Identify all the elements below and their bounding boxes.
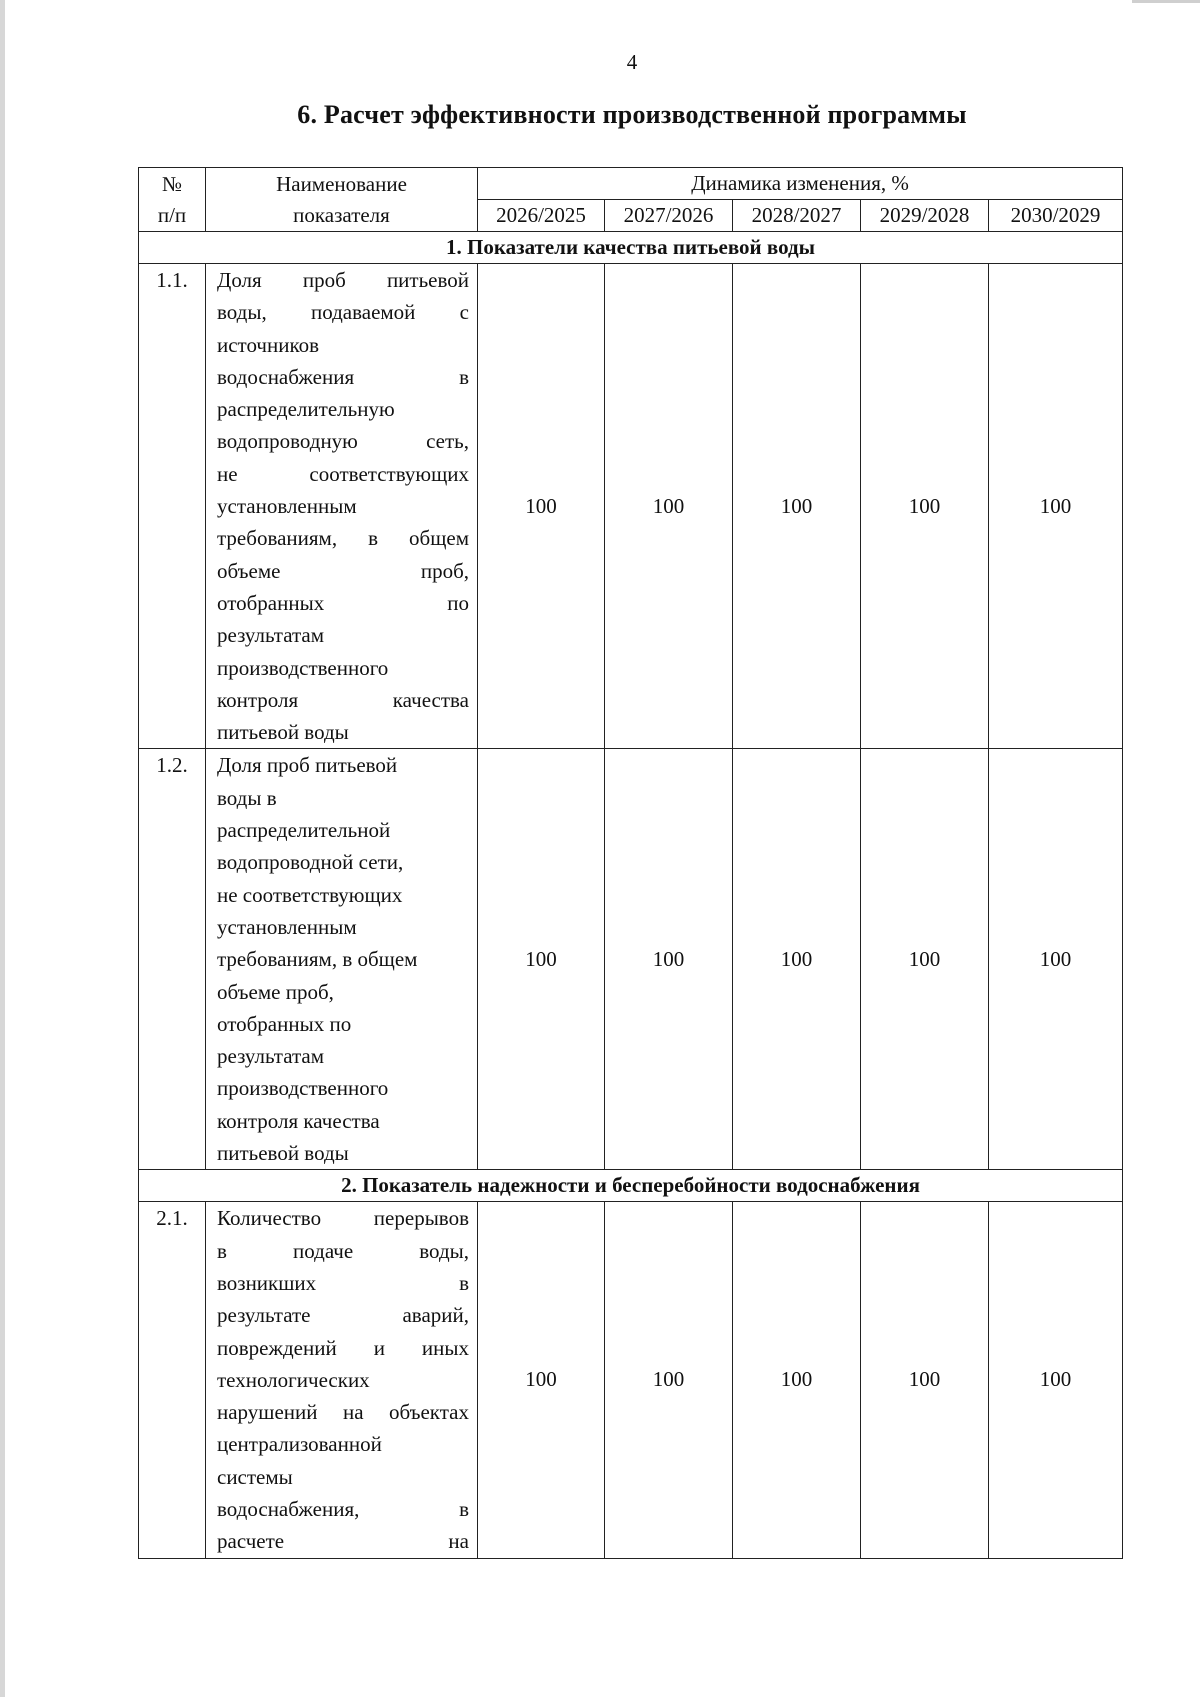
indicator-line: повреждений и иных xyxy=(217,1335,469,1360)
indicator-line: не соответствующих xyxy=(217,882,403,907)
value-cell: 100 xyxy=(478,749,605,1170)
scan-edge xyxy=(0,0,5,1697)
indicator-line: Доля проб питьевой xyxy=(217,268,469,292)
header-text: № xyxy=(161,171,183,196)
indicator-line: централизованной xyxy=(217,1432,382,1457)
indicator-name xyxy=(206,264,478,749)
indicator-line: производственного xyxy=(217,655,389,680)
header-text: показателя xyxy=(293,202,390,227)
row-number: 1.1. xyxy=(139,264,206,749)
value-cell: 100 xyxy=(478,1202,605,1558)
table-header-row xyxy=(139,168,1123,200)
value-cell: 100 xyxy=(861,264,989,749)
column-header-dynamics: Динамика изменения, % xyxy=(478,168,1123,200)
indicator-line: производственного xyxy=(217,1076,389,1101)
indicator-line: объеме проб, xyxy=(217,558,469,583)
page-number: 4 xyxy=(626,50,638,74)
indicator-line: водоснабжения в xyxy=(217,364,469,389)
indicator-line: результатам xyxy=(217,623,325,648)
indicator-line: установленным xyxy=(217,914,357,939)
column-header-year: 2027/2026 xyxy=(605,200,733,232)
indicator-line: водопроводную сеть, xyxy=(217,429,469,454)
value-cell: 100 xyxy=(733,264,861,749)
indicator-line: требованиям, в общем xyxy=(217,526,469,551)
indicator-line: результате аварий, xyxy=(217,1303,469,1328)
indicator-line: системы xyxy=(217,1464,293,1489)
indicator-line: результатам xyxy=(217,1044,325,1069)
header-text: Наименование xyxy=(276,171,407,196)
indicator-line: водоснабжения, в xyxy=(217,1496,469,1521)
indicator-line: контроля качества xyxy=(217,687,469,712)
indicator-line: питьевой воды xyxy=(217,720,349,745)
table-row xyxy=(139,264,1123,749)
column-header-year: 2029/2028 xyxy=(861,200,989,232)
value-cell: 100 xyxy=(478,264,605,749)
column-header-year: 2026/2025 xyxy=(478,200,605,232)
indicator-line: распределительной xyxy=(217,818,391,843)
indicator-name xyxy=(206,1202,478,1558)
indicator-line: установленным xyxy=(217,494,357,519)
indicator-line: не соответствующих xyxy=(217,461,469,486)
indicator-line: возникших в xyxy=(217,1270,469,1295)
indicator-line: объеме проб, xyxy=(217,979,334,1004)
column-header-year: 2030/2029 xyxy=(989,200,1123,232)
value-cell: 100 xyxy=(861,1202,989,1558)
value-cell: 100 xyxy=(989,1202,1123,1558)
value-cell: 100 xyxy=(861,749,989,1170)
value-cell: 100 xyxy=(605,1202,733,1558)
value-cell: 100 xyxy=(605,749,733,1170)
value-cell: 100 xyxy=(989,264,1123,749)
value-cell: 100 xyxy=(989,749,1123,1170)
header-text: п/п xyxy=(157,202,187,227)
section-row xyxy=(139,232,1123,264)
value-cell: 100 xyxy=(733,1202,861,1558)
indicator-line: водопроводной сети, xyxy=(217,850,404,875)
indicator-line: отобранных по xyxy=(217,1011,352,1036)
table-row xyxy=(139,1202,1123,1558)
indicator-line: расчете на xyxy=(217,1529,469,1554)
indicator-line: в подаче воды, xyxy=(217,1238,469,1263)
section-title: 1. Показатели качества питьевой воды xyxy=(139,232,1123,264)
scan-edge-mark xyxy=(1132,0,1200,3)
value-cell: 100 xyxy=(605,264,733,749)
row-number: 1.2. xyxy=(139,749,206,1170)
indicator-line: питьевой воды xyxy=(217,1141,349,1166)
indicator-line: воды в xyxy=(217,785,277,810)
row-number: 2.1. xyxy=(139,1202,206,1558)
value-cell: 100 xyxy=(733,749,861,1170)
indicator-line: отобранных по xyxy=(217,590,469,615)
indicator-line: технологических xyxy=(217,1367,370,1392)
indicator-line: источников xyxy=(217,332,320,357)
indicator-line: нарушений на объектах xyxy=(217,1400,469,1425)
column-header-indicator xyxy=(206,168,478,232)
column-header-year: 2028/2027 xyxy=(733,200,861,232)
indicator-line: Количество перерывов xyxy=(217,1206,469,1231)
section-row xyxy=(139,1170,1123,1202)
indicator-line: требованиям, в общем xyxy=(217,947,418,972)
indicator-line: воды, подаваемой с xyxy=(217,300,469,325)
indicator-name xyxy=(206,749,478,1170)
efficiency-table xyxy=(138,167,1123,1559)
section-title: 2. Показатель надежности и бесперебойности водоснабжения xyxy=(139,1170,1123,1202)
indicator-line: Доля проб питьевой xyxy=(217,753,398,778)
column-header-number xyxy=(139,168,206,232)
indicator-line: контроля качества xyxy=(217,1108,380,1133)
page-title: 6. Расчет эффективности производственной программы xyxy=(297,100,967,129)
indicator-line: распределительную xyxy=(217,397,395,422)
table-row xyxy=(139,749,1123,1170)
